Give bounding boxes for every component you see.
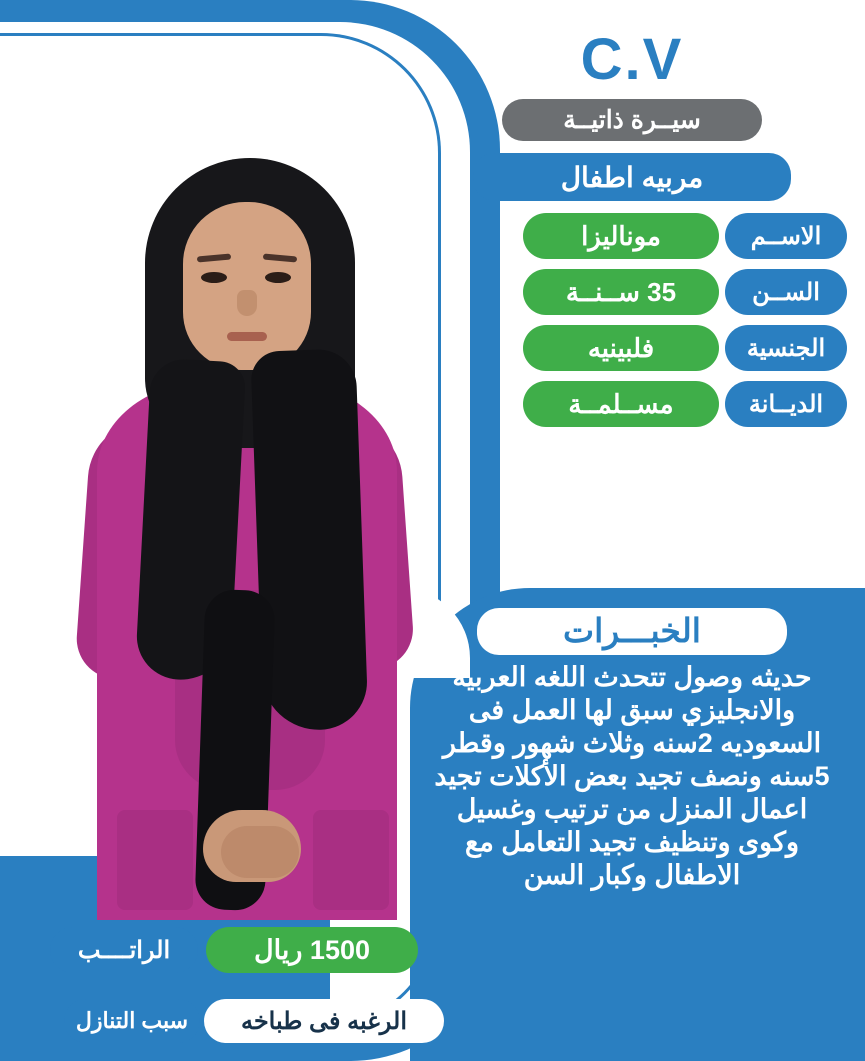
experience-section: [417, 608, 847, 892]
salary-label: الراتــــب: [50, 927, 198, 973]
eye-right: [265, 272, 291, 283]
info-label-religion: الديــانة: [725, 381, 847, 427]
hands-overlap: [221, 826, 299, 878]
experience-text: حديثه وصول تتحدث اللغه العربيه والانجليزي سبق لها العمل فى السعوديه 2سنه وثلاث شهور وقطر 5سنه ونصف تجيد بعض الأكلات تجيد اعمال المنزل من ترتيب وغسيل وكوى وتنظيف تجيد التعامل مع الاطفال وكبار السن: [434, 662, 830, 890]
info-row-name: [417, 213, 847, 259]
info-value-nationality: فلبينيه: [523, 325, 719, 371]
mouth: [227, 332, 267, 341]
job-title-badge: مربيه اطفال: [473, 153, 791, 201]
uniform-pocket-left: [117, 810, 193, 910]
person-illustration: [25, 120, 455, 920]
cv-title: C.V: [580, 27, 684, 92]
info-label-nationality: الجنسية: [725, 325, 847, 371]
reason-value: الرغبه فى طباخه: [204, 999, 444, 1043]
eye-left: [201, 272, 227, 283]
info-row-age: [417, 269, 847, 315]
info-value-age: 35 ســنــة: [523, 269, 719, 315]
info-label-age: الســن: [725, 269, 847, 315]
candidate-photo: [25, 120, 455, 920]
info-rows: [417, 213, 847, 427]
nose: [237, 290, 257, 316]
info-value-religion: مســلمــة: [523, 381, 719, 427]
reason-label: سبب التنازل: [64, 999, 200, 1043]
info-column: [417, 0, 847, 437]
experience-title: الخبـــرات: [477, 608, 787, 655]
uniform-pocket-right: [313, 810, 389, 910]
info-value-name: موناليزا: [523, 213, 719, 259]
salary-row: [0, 927, 396, 973]
face: [183, 202, 311, 370]
salary-value: 1500 ريال: [206, 927, 418, 973]
subtitle-badge: سيــرة ذاتيــة: [502, 99, 762, 141]
info-row-nationality: [417, 325, 847, 371]
reason-row: [0, 999, 430, 1043]
info-row-religion: [417, 381, 847, 427]
info-label-name: الاســم: [725, 213, 847, 259]
